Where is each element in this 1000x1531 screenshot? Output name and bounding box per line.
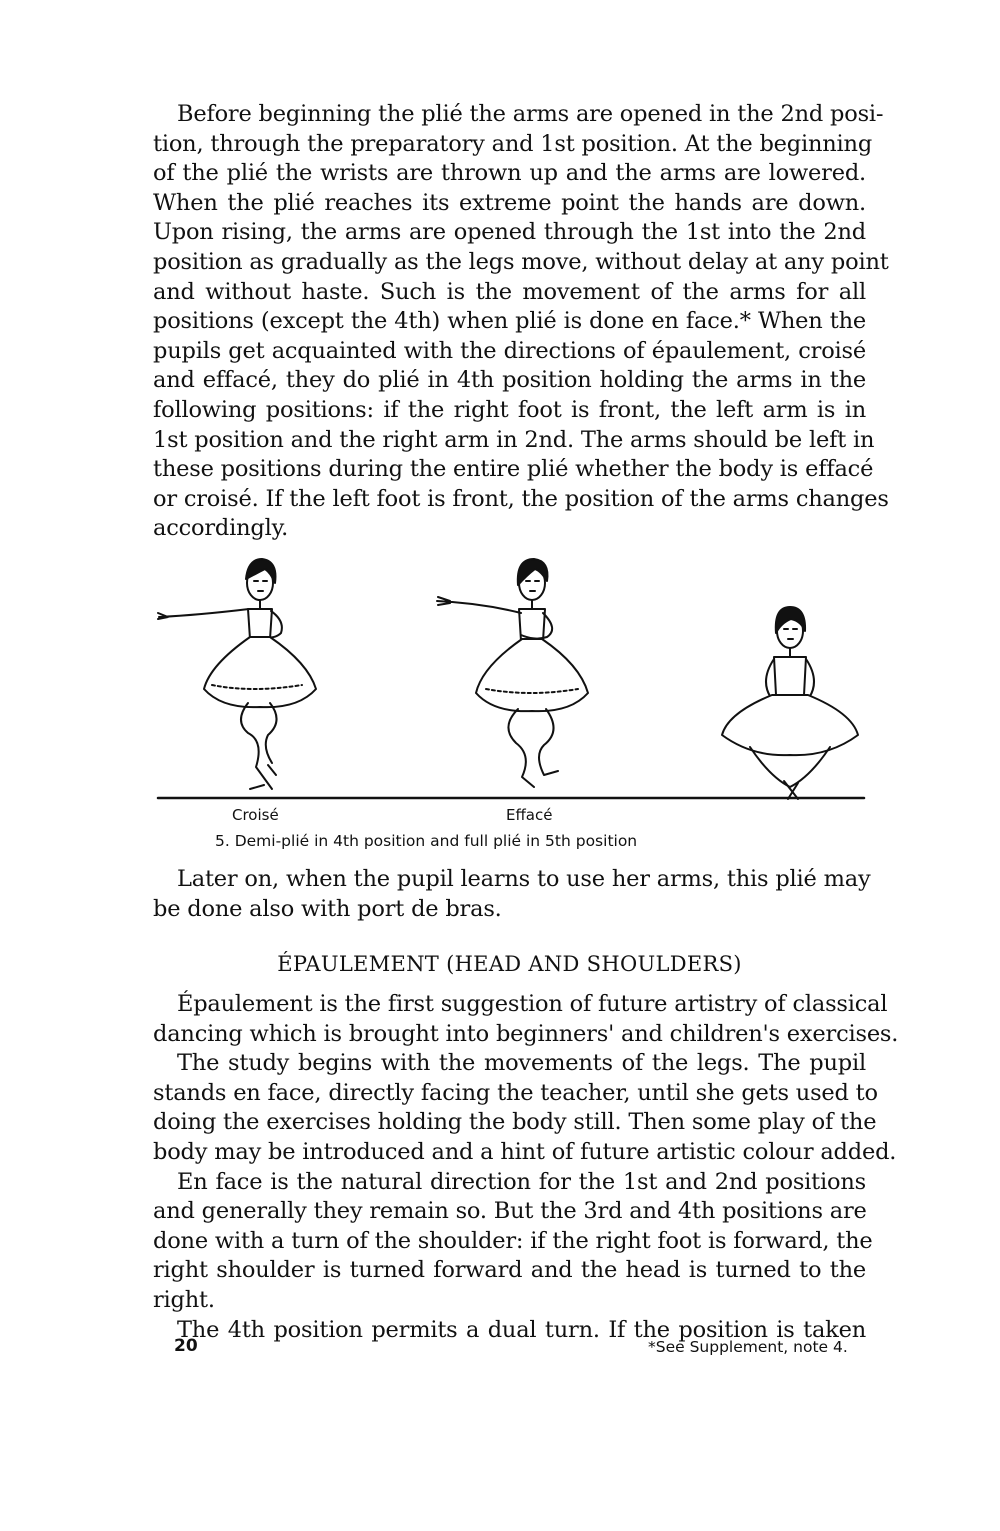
text-line: En face is the natural direction for the 1st and 2nd positions [177, 1168, 866, 1195]
text-line: Later on, when the pupil learns to use her arms, this plié may [177, 866, 871, 892]
text-line: and generally they remain so. But the 3rd and 4th positions are [153, 1198, 867, 1225]
text-line: right. [153, 1286, 215, 1313]
text-line: The study begins with the movements of the legs. The pupil [177, 1050, 866, 1077]
text-line: body may be introduced and a hint of future artistic colour added. [153, 1138, 897, 1165]
label-croise: Croisé [232, 806, 279, 824]
text-line: and without haste. Such is the movement of the arms for all [153, 278, 866, 305]
section-heading: ÉPAULEMENT (HEAD AND SHOULDERS) [277, 952, 742, 976]
text-line: positions (except the 4th) when plié is done en face.* When the [153, 308, 866, 335]
paragraph-epaulement [153, 990, 899, 1345]
text-line: be done also with port de bras. [153, 895, 502, 922]
text-line: tion, through the preparatory and 1st position. At the beginning [153, 130, 873, 157]
text-line: doing the exercises holding the body still. Then some play of the [153, 1109, 877, 1136]
figure-caption: 5. Demi-plié in 4th position and full plié in 5th position [215, 832, 638, 850]
paragraph-port-de-bras [153, 865, 871, 924]
text-line: pupils get acquainted with the directions of épaulement, croisé [153, 337, 866, 364]
text-line: Before beginning the plié the arms are opened in the 2nd posi- [177, 101, 884, 127]
text-line: position as gradually as the legs move, without delay at any point [153, 248, 889, 275]
text-line: and effacé, they do plié in 4th position holding the arms in the [153, 367, 866, 394]
text-line: Upon rising, the arms are opened through the 1st into the 2nd [153, 219, 866, 246]
footnote: *See Supplement, note 4. [648, 1338, 848, 1356]
text-line: or croisé. If the left foot is front, the position of the arms changes [153, 485, 889, 512]
dancer-efface-figure [437, 559, 588, 787]
text-line: following positions: if the right foot is front, the left arm is in [153, 396, 866, 423]
text-line: dancing which is brought into beginners' and children's exercises. [153, 1020, 899, 1047]
plie-illustration [150, 545, 870, 810]
text-line: these positions during the entire plié whether the body is effacé [153, 456, 874, 483]
dancer-full-plie-figure [722, 607, 858, 799]
text-line: When the plié reaches its extreme point the hands are down. [153, 189, 866, 216]
dancer-croise-figure [158, 559, 316, 789]
label-efface: Effacé [506, 806, 553, 824]
text-line: The 4th position permits a dual turn. If the position is taken [177, 1316, 866, 1343]
text-line: Épaulement is the first suggestion of future artistry of classical [177, 991, 888, 1017]
text-line: 1st position and the right arm in 2nd. The arms should be left in [153, 426, 875, 453]
paragraph-arms-in-plie [153, 100, 889, 544]
text-line: accordingly. [153, 515, 289, 542]
page-number: 20 [174, 1336, 198, 1356]
text-line: of the plié the wrists are thrown up and the arms are lowered. [153, 160, 866, 187]
text-line: done with a turn of the shoulder: if the right foot is forward, the [153, 1227, 873, 1254]
text-line: stands en face, directly facing the teacher, until she gets used to [153, 1079, 878, 1106]
text-line: right shoulder is turned forward and the head is turned to the [153, 1257, 866, 1284]
